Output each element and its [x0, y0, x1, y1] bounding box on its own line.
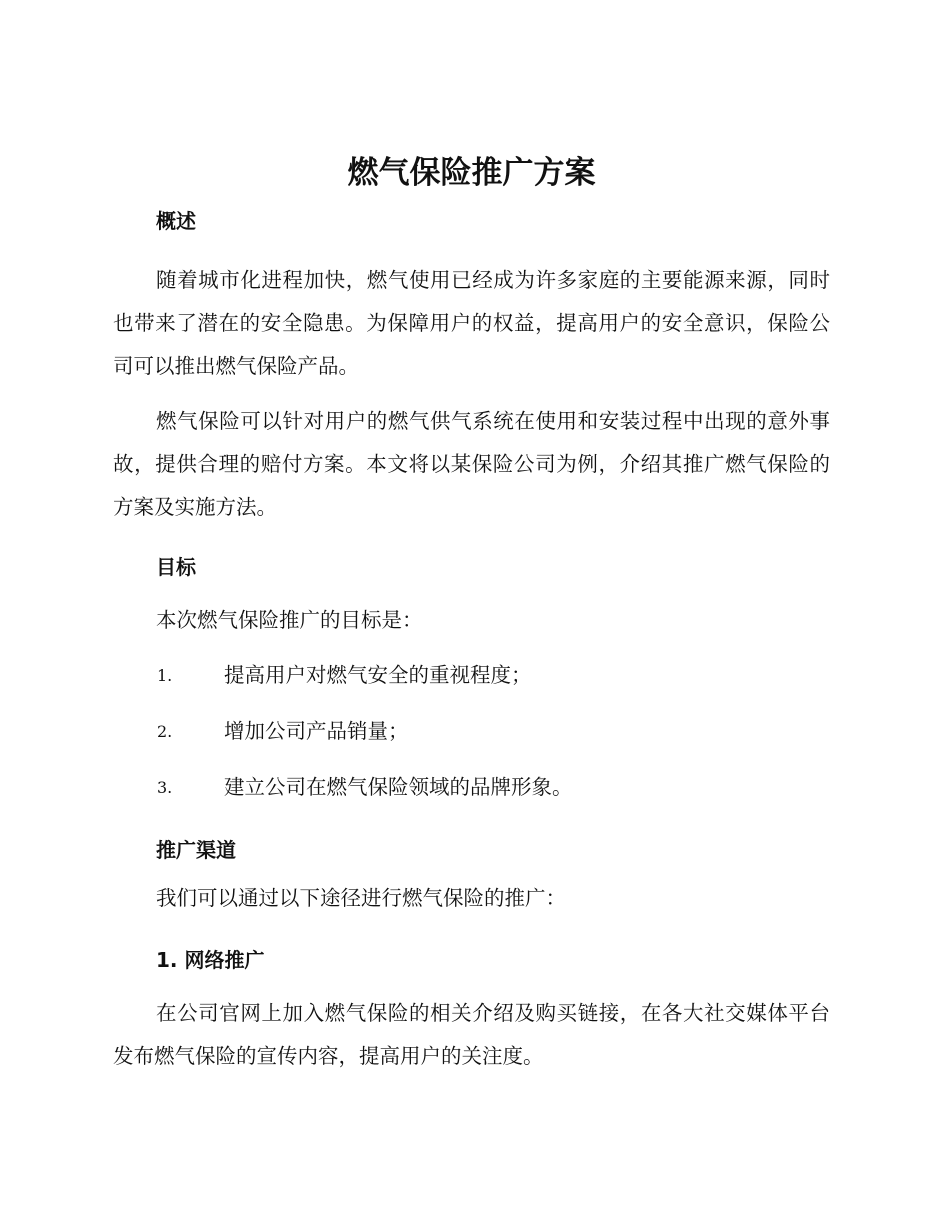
overview-paragraph-1: 随着城市化进程加快，燃气使用已经成为许多家庭的主要能源来源，同时也带来了潜在的安全隐患。为保障用户的权益，提高用户的安全意识，保险公司可以推出燃气保险产品。 — [113, 268, 830, 378]
goals-intro: 本次燃气保险推广的目标是： — [156, 608, 423, 632]
channels-sub-heading: 1. 网络推广 — [156, 948, 265, 972]
goal-item-2 — [113, 710, 830, 753]
goal-item-text: 建立公司在燃气保险领域的品牌形象。 — [224, 775, 573, 799]
goal-item-1 — [113, 654, 830, 697]
goals-heading: 目标 — [156, 555, 196, 579]
goal-item-text: 提高用户对燃气安全的重视程度； — [224, 663, 532, 687]
goal-item-text: 增加公司产品销量； — [224, 719, 409, 743]
channels-intro: 我们可以通过以下途径进行燃气保险的推广： — [156, 886, 566, 910]
online-promotion-paragraph: 在公司官网上加入燃气保险的相关介绍及购买链接，在各大社交媒体平台发布燃气保险的宣传内容，提高用户的关注度。 — [113, 1001, 830, 1068]
document-title: 燃气保险推广方案 — [347, 155, 596, 191]
goal-item-3 — [113, 766, 830, 809]
overview-heading: 概述 — [156, 209, 196, 233]
channels-heading: 推广渠道 — [156, 838, 236, 862]
document-content — [113, 150, 830, 1078]
overview-paragraph-2: 燃气保险可以针对用户的燃气供气系统在使用和安装过程中出现的意外事故，提供合理的赔付方案。本文将以某保险公司为例，介绍其推广燃气保险的方案及实施方法。 — [113, 409, 830, 519]
goal-item-number: 2. — [157, 722, 173, 741]
goal-item-number: 3. — [157, 778, 173, 797]
goal-item-number: 1. — [157, 666, 173, 685]
